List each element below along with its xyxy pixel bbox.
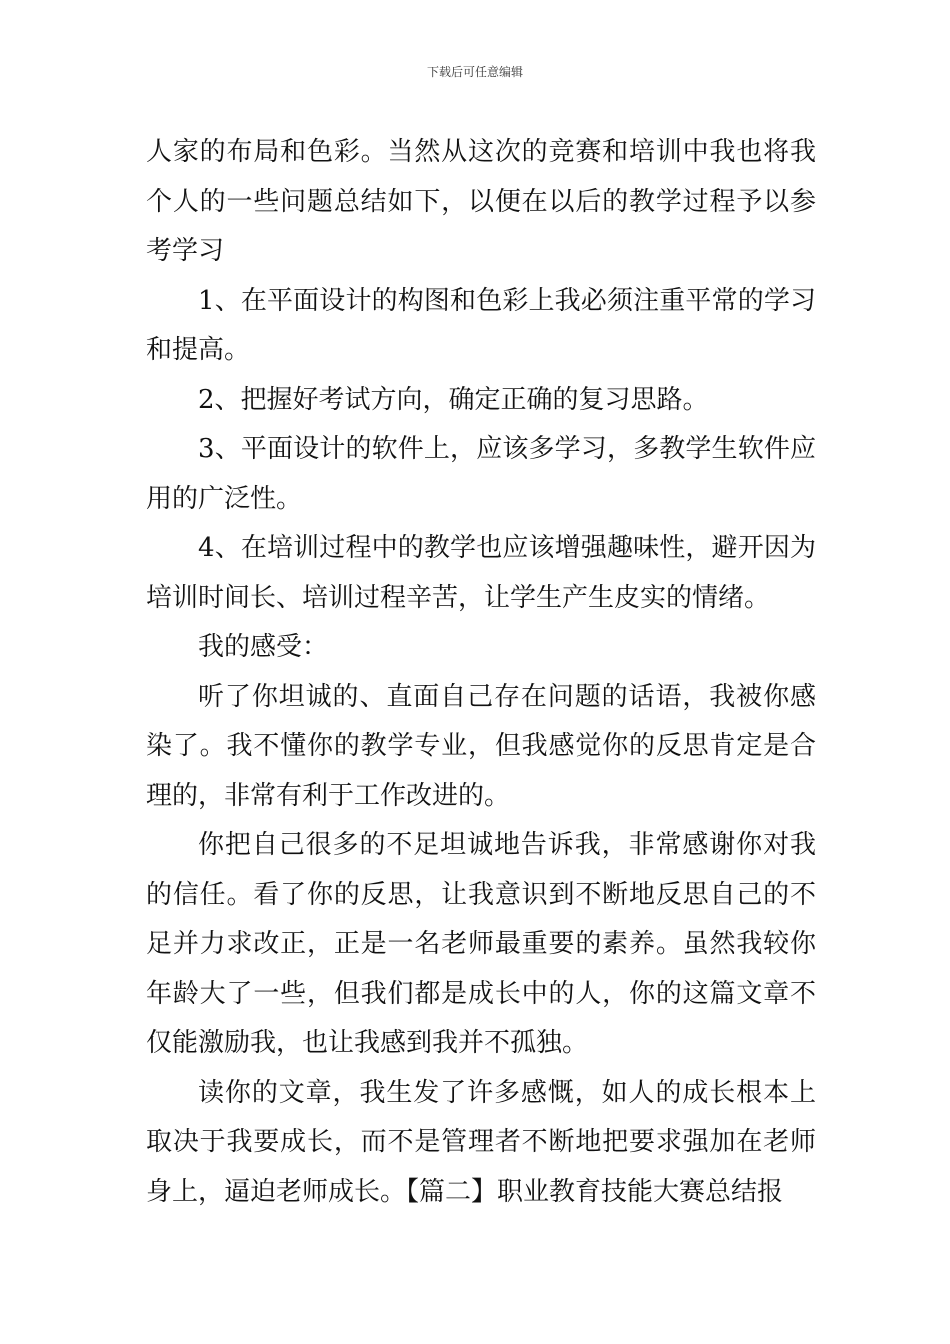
paragraph-7: 听了你坦诚的、直面自己存在问题的话语，我被你感染了。我不懂你的教学专业，但我感觉你的反思肯定是合理的，非常有利于工作改进的。	[146, 681, 816, 811]
page-header: 下载后可任意编辑	[426, 65, 523, 79]
paragraph-2: 1、在平面设计的构图和色彩上我必须注重平常的学习和提高。	[146, 285, 816, 365]
paragraph-8: 你把自己很多的不足坦诚地告诉我，非常感谢你对我的信任。看了你的反思，让我意识到不断地反思自己的不足并力求改正，正是一名老师最重要的素养。虽然我较你年龄大了一些，但我们都是成长中的人，你的这篇文章不仅能激励我，也让我感到我并不孤独。	[146, 830, 816, 1058]
paragraph-3: 2、把握好考试方向，确定正确的复习思路。	[198, 384, 709, 415]
document-body	[146, 128, 816, 1217]
paragraph-5: 4、在培训过程中的教学也应该增强趣味性，避开因为培训时间长、培训过程辛苦，让学生产生皮实的情绪。	[146, 533, 816, 613]
paragraph-6: 我的感受：	[198, 632, 329, 662]
paragraph-1: 人家的布局和色彩。当然从这次的竞赛和培训中我也将我个人的一些问题总结如下，以便在以后的教学过程予以参考学习	[146, 137, 816, 266]
paragraph-9: 读你的文章，我生发了许多感慨，如人的成长根本上取决于我要成长，而不是管理者不断地把要求强加在老师身上，逼迫老师成长。【篇二】职业教育技能大赛总结报	[146, 1077, 816, 1207]
paragraph-4: 3、平面设计的软件上，应该多学习，多教学生软件应用的广泛性。	[146, 434, 816, 514]
